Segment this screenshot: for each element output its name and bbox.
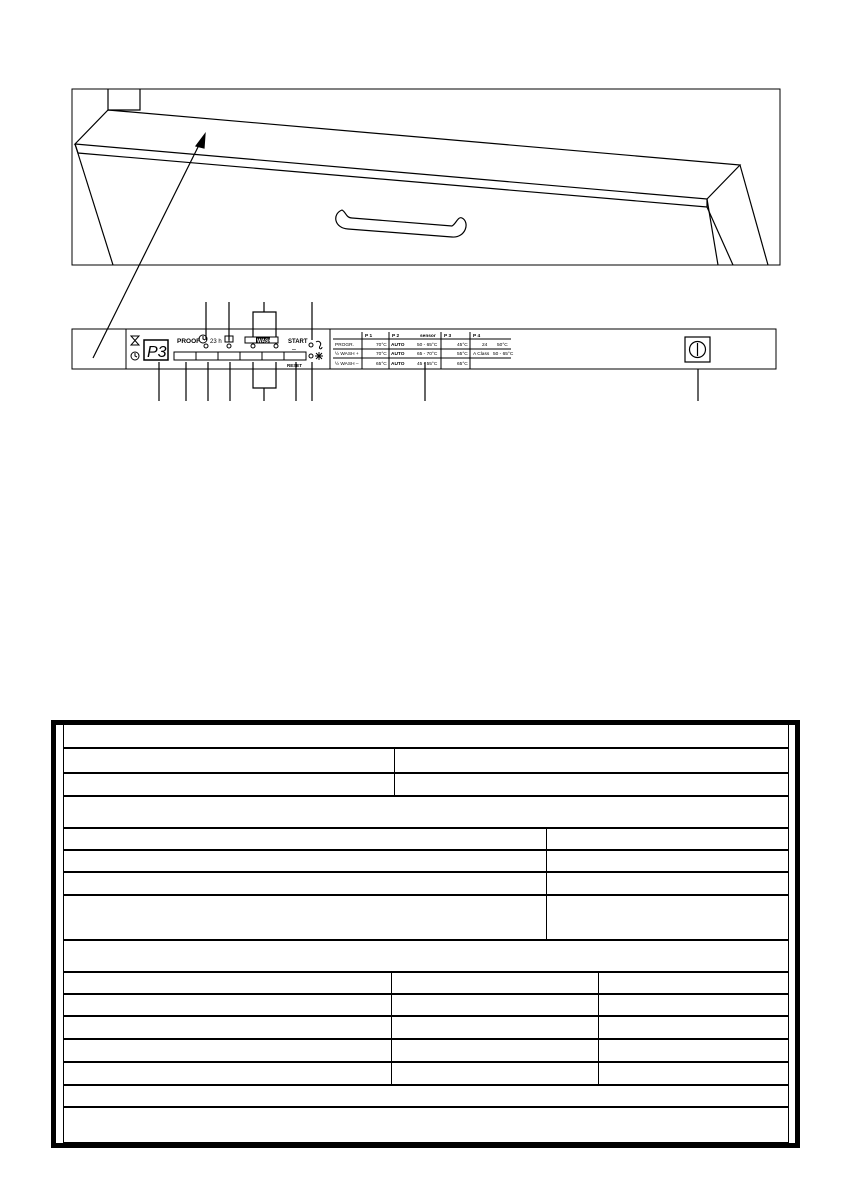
program-row-label: ½ WASH – [335,362,359,367]
callout-lines-bottom [159,362,698,401]
program-button-1[interactable] [175,353,195,359]
specification-table [51,720,800,1148]
program-cell: 65°C [376,362,387,367]
salt-icon [316,341,322,348]
program-cell: 70°C [376,343,387,348]
table-row [63,972,789,994]
table-row [63,748,789,773]
timer-label: 23 h [210,339,222,345]
table-row [63,796,789,828]
door-illustration [75,89,768,358]
program-button-5[interactable] [263,353,283,359]
table-row [63,1016,789,1039]
table-row [63,1039,789,1062]
door-illustration-frame [72,89,780,265]
display-text: P3 [147,344,167,361]
table-row [63,1107,789,1143]
program-header-p4: P 4 [473,334,481,339]
hourglass-icon [131,336,139,345]
program-cell: 55°C [457,352,468,357]
program-cell: AUTO [391,343,405,348]
program-cell: A Class [473,352,490,357]
rinse-aid-icon [315,352,323,360]
table-row [63,725,789,748]
program-button-3[interactable] [219,353,239,359]
power-button-icon[interactable] [685,337,710,362]
program-button-6[interactable] [285,353,305,359]
table-row [63,940,789,972]
reset-label: RESET [287,363,303,368]
wash-label: WASH [257,338,272,345]
program-header-p3: P 3 [444,334,452,339]
program-cell: 45°C [457,343,468,348]
program-cell: 70°C [376,352,387,357]
program-header-p2: P 2 [392,334,400,339]
program-cell: 45 - 55°C [417,362,438,367]
program-button-2[interactable] [197,353,217,359]
program-header-p1: P 1 [365,334,373,339]
program-row-label: ½ WASH + [335,352,359,357]
program-cell: 50 - 65°C [417,343,438,348]
program-cell: 65°C [457,362,468,367]
table-row [63,850,789,872]
program-button-4[interactable] [241,353,261,359]
table-row [63,994,789,1016]
proof-label: PROOF [177,338,201,345]
program-cell: 50 - 65°C [493,352,514,357]
program-cell: 24 [482,343,488,348]
table-row [63,895,789,940]
program-table [333,332,514,369]
program-cell: 50°C [497,343,508,348]
callout-lines-top [206,302,312,340]
clock-icon [131,352,139,360]
program-header-sensor: sensor [420,334,436,339]
table-row [63,1062,789,1085]
table-row [63,828,789,850]
start-label: START [288,339,308,345]
program-cell: AUTO [391,352,405,357]
minus-label: – [292,346,296,353]
program-cell: 65 - 70°C [417,352,438,357]
table-row [63,872,789,895]
program-row-label: PROGR. [335,343,354,348]
program-cell: AUTO [391,362,405,367]
table-row [63,1085,789,1107]
table-row [63,773,789,796]
